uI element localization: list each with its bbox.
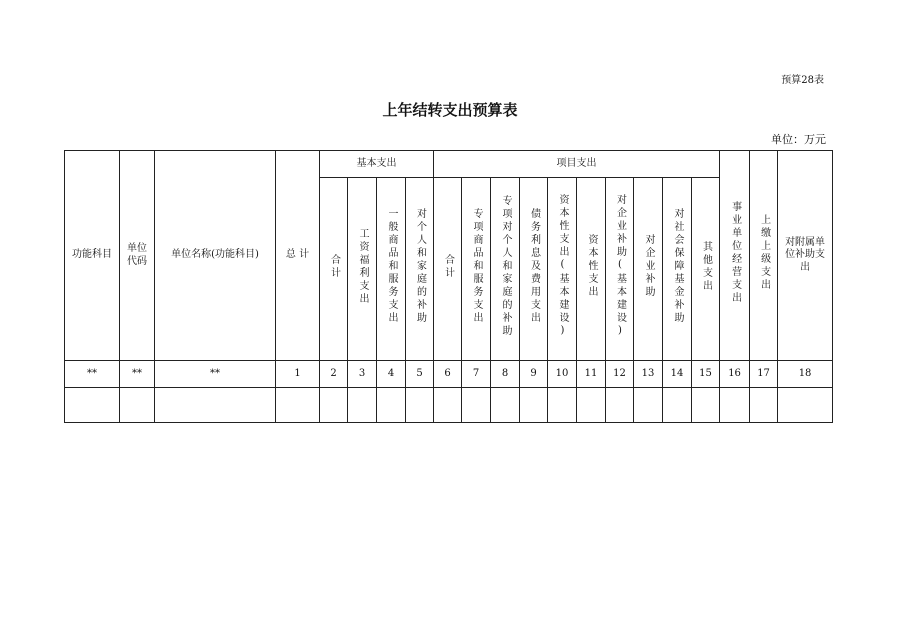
header-project-col: 合计 [434, 178, 462, 361]
header-basic-col: 合计 [320, 178, 348, 361]
table-cell [606, 388, 634, 423]
table-cell [276, 388, 320, 423]
table-cell: 13 [634, 361, 663, 388]
table-cell [491, 388, 520, 423]
table-cell: 3 [348, 361, 377, 388]
header-project-col: 债务利息及费用支出 [520, 178, 548, 361]
header-unit-name: 单位名称(功能科目) [155, 151, 276, 361]
table-cell: 14 [663, 361, 692, 388]
header-basic-col: 工资福利支出 [348, 178, 377, 361]
table-cell: 10 [548, 361, 577, 388]
table-cell [406, 388, 434, 423]
table-cell: 7 [462, 361, 491, 388]
table-cell [778, 388, 833, 423]
table-cell [520, 388, 548, 423]
table-cell [348, 388, 377, 423]
header-unit-code: 单位代码 [120, 151, 155, 361]
header-func-subject: 功能科目 [65, 151, 120, 361]
table-cell: ** [120, 361, 155, 388]
header-project-col: 专项对个人和家庭的补助 [491, 178, 520, 361]
table-cell [577, 388, 606, 423]
data-row [65, 388, 833, 423]
table-cell: 2 [320, 361, 348, 388]
table-cell: ** [155, 361, 276, 388]
table-cell: 18 [778, 361, 833, 388]
table-cell: 6 [434, 361, 462, 388]
header-total: 总 计 [276, 151, 320, 361]
budget-table [64, 150, 833, 423]
unit-label: 单位：万元 [771, 133, 826, 146]
table-cell: 4 [377, 361, 406, 388]
header-basic-col: 对个人和家庭的补助 [406, 178, 434, 361]
table-cell: 11 [577, 361, 606, 388]
table-cell [320, 388, 348, 423]
header-basic-col: 一般商品和服务支出 [377, 178, 406, 361]
header-project-col: 专项商品和服务支出 [462, 178, 491, 361]
table-cell: 16 [720, 361, 750, 388]
table-cell [462, 388, 491, 423]
table-cell: 12 [606, 361, 634, 388]
form-number: 预算28表 [781, 75, 824, 86]
table-cell [65, 388, 120, 423]
header-project-col: 对企业补助 [634, 178, 663, 361]
page-title: 上年结转支出预算表 [382, 101, 518, 119]
table-cell [434, 388, 462, 423]
table-cell: 17 [750, 361, 778, 388]
header-subsidy: 对附属单位补助支出 [778, 151, 833, 361]
table-cell [634, 388, 663, 423]
header-project-col: 资本性支出(基本建设) [548, 178, 577, 361]
table-cell [155, 388, 276, 423]
table-cell: 9 [520, 361, 548, 388]
header-project-col: 对社会保障基金补助 [663, 178, 692, 361]
table-cell: 8 [491, 361, 520, 388]
table-cell: 15 [692, 361, 720, 388]
table-cell: 1 [276, 361, 320, 388]
header-project-group: 项目支出 [434, 151, 720, 178]
table-cell: ** [65, 361, 120, 388]
header-project-col: 资本性支出 [577, 178, 606, 361]
header-business: 事业单位经营支出 [720, 151, 750, 361]
header-upper: 上缴上级支出 [750, 151, 778, 361]
table-cell [720, 388, 750, 423]
table-cell [377, 388, 406, 423]
table-cell [692, 388, 720, 423]
header-project-col: 其他支出 [692, 178, 720, 361]
table-cell [120, 388, 155, 423]
table-cell [663, 388, 692, 423]
table-cell [750, 388, 778, 423]
table-cell: 5 [406, 361, 434, 388]
header-project-col: 对企业补助(基本建设) [606, 178, 634, 361]
index-row [65, 361, 833, 388]
table-cell [548, 388, 577, 423]
header-basic-group: 基本支出 [320, 151, 434, 178]
